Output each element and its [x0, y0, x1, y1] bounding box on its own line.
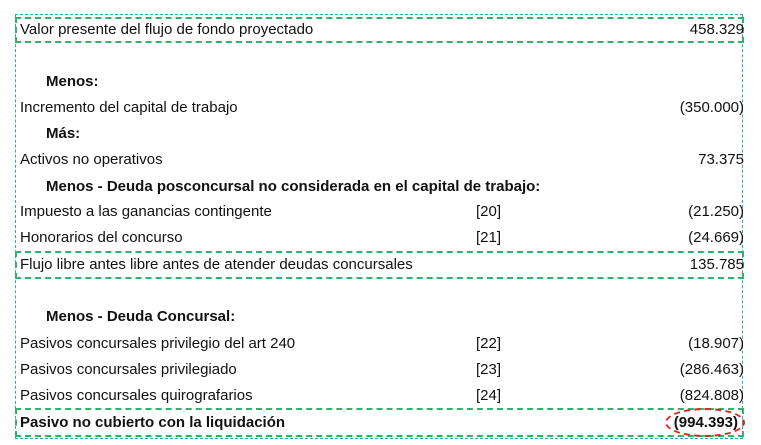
row-label: Pasivos concursales privilegiado — [20, 361, 237, 378]
row-label: Pasivos concursales privilegio del art 240 — [20, 335, 296, 352]
section-label: Más: — [46, 125, 81, 142]
table-row — [20, 18, 744, 42]
row-note-ref: [20] — [476, 203, 502, 220]
row-note-ref: [22] — [476, 335, 502, 352]
table-row — [20, 253, 744, 277]
row-amount: (824.808) — [679, 387, 744, 404]
table-row — [20, 148, 744, 172]
row-note-ref: [21] — [476, 229, 502, 246]
section-label: Menos - Deuda Concursal: — [46, 308, 236, 325]
section-heading — [20, 70, 744, 94]
circle-annotation — [665, 408, 745, 437]
section-heading — [20, 305, 744, 329]
row-amount: 458.329 — [689, 21, 744, 38]
table-row — [20, 96, 744, 120]
row-amount: 73.375 — [698, 151, 744, 168]
row-amount: 135.785 — [689, 256, 744, 273]
section-label: Menos: — [46, 73, 99, 90]
row-label: Impuesto a las ganancias contingente — [20, 203, 272, 220]
table-row — [20, 358, 744, 382]
total-amount: (994.393) — [673, 414, 738, 431]
row-amount: (21.250) — [688, 203, 744, 220]
table-row — [20, 226, 744, 250]
row-label: Incremento del capital de trabajo — [20, 99, 238, 116]
row-note-ref: [24] — [476, 387, 502, 404]
row-label: Honorarios del concurso — [20, 229, 183, 246]
row-label: Pasivos concursales quirografarios — [20, 387, 253, 404]
row-label: Activos no operativos — [20, 151, 163, 168]
section-label: Menos - Deuda posconcursal no considerada en el capital de trabajo: — [46, 178, 541, 195]
total-label: Pasivo no cubierto con la liquidación — [20, 414, 286, 431]
row-amount: (286.463) — [679, 361, 744, 378]
row-label: Flujo libre antes libre antes de atender deudas concursales — [20, 256, 413, 273]
section-heading — [20, 122, 744, 146]
row-amount: (24.669) — [688, 229, 744, 246]
total-row — [20, 411, 744, 435]
row-amount: (350.000) — [679, 99, 744, 116]
table-row — [20, 332, 744, 356]
row-label: Valor presente del flujo de fondo proyectado — [20, 21, 314, 38]
section-heading — [20, 175, 744, 199]
table-row — [20, 384, 744, 408]
row-amount: (18.907) — [688, 335, 744, 352]
row-note-ref: [23] — [476, 361, 502, 378]
table-row — [20, 200, 744, 224]
